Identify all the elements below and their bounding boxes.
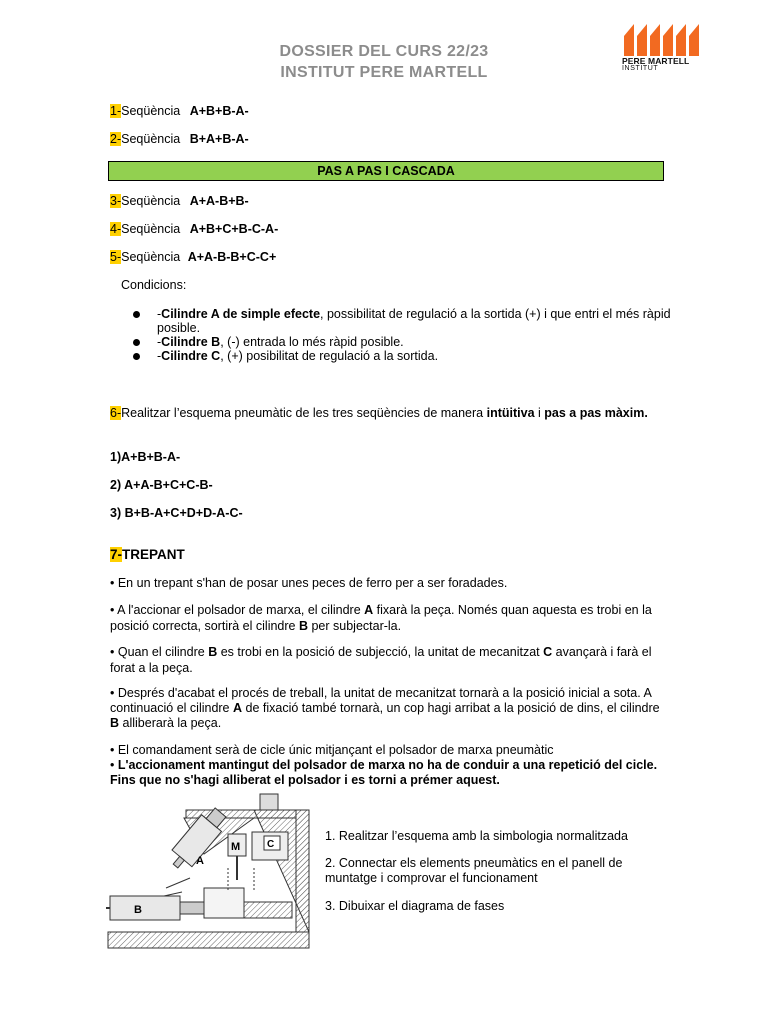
exercise-number: 7- <box>110 547 123 562</box>
exercise-sequence: A+A-B-B+C-C+ <box>187 250 277 264</box>
document-title-line2: INSTITUT PERE MARTELL <box>280 64 488 81</box>
condition-text: -Cilindre C, (+) posibilitat de regulació a la sortida. <box>157 349 439 363</box>
exercise-3 <box>110 194 249 208</box>
figure-label-m: M <box>231 841 241 853</box>
exercise-number: 1- <box>110 104 122 118</box>
bullet-icon <box>133 339 140 346</box>
document-title-line1: DOSSIER DEL CURS 22/23 <box>279 43 489 60</box>
section-band: PAS A PAS I CASCADA <box>108 161 664 181</box>
exercise-label: Seqüència <box>121 104 181 118</box>
drill-machine-figure <box>104 792 311 950</box>
trepant-paragraph: • Després d'acabat el procés de treball, la unitat de mecanitzat tornarà a la posició inicial a sota. A continuació el cilindre A de fixació també tornarà, un cop hagi arribat a la posició de dins, el cilindre B alliberarà la peça. <box>110 686 660 730</box>
exercise-5 <box>110 250 276 264</box>
exercise-sequence: A+B+C+B-C-A- <box>189 222 279 236</box>
exercise-label: Seqüència <box>121 194 181 208</box>
exercise-label: Seqüència <box>121 222 181 236</box>
exercise-sequence: A+B+B-A- <box>189 104 249 118</box>
bullet-icon <box>133 311 140 318</box>
exercise-sequence: A+A-B+B- <box>189 194 249 208</box>
condition-text: -Cilindre A de simple efecte, possibilitat de regulació a la sortida (+) i que entri el més ràpid posible. <box>157 307 671 335</box>
exercise-6: 6-Realitzar l’esquema pneumàtic de les tres seqüències de manera intüitiva i pas a pas màxim. <box>110 406 648 420</box>
exercise-4 <box>110 222 278 236</box>
trepant-paragraph: • A l'accionar el polsador de marxa, el cilindre A fixarà la peça. Només quan aquesta es trobi en la posició correcta, sortirà el cilindre B per subjectar-la. <box>110 603 652 633</box>
trepant-paragraph: • Quan el cilindre B es trobi en la posició de subjecció, la unitat de mecanitzat C avançarà i farà el forat a la peça. <box>110 645 652 675</box>
figure-label-c: C <box>267 839 275 850</box>
sequence-item: 2) A+A-B+C+C-B- <box>110 478 213 492</box>
figure-label-a: A <box>196 855 204 867</box>
task-item: 3. Dibuixar el diagrama de fases <box>325 899 505 913</box>
exercise-sequence: B+A+B-A- <box>189 132 249 146</box>
exercise-number: 3- <box>110 194 122 208</box>
logo-name: PERE MARTELL <box>622 56 690 66</box>
sequence-item: 3) B+B-A+C+D+D-A-C- <box>110 506 243 520</box>
exercise-number: 5- <box>110 250 122 264</box>
condition-text: -Cilindre B, (-) entrada lo més ràpid posible. <box>157 335 404 349</box>
exercise-title: TREPANT <box>122 547 185 562</box>
trepant-paragraph: • En un trepant s'han de posar unes peces de ferro per a ser foradades. <box>110 576 508 590</box>
exercise-number: 4- <box>110 222 122 236</box>
exercise-7 <box>110 547 185 562</box>
exercise-number: 6- <box>110 406 122 420</box>
exercise-1 <box>110 104 249 118</box>
task-item: 1. Realitzar l’esquema amb la simbologia normalitzada <box>325 829 628 843</box>
exercise-label: Seqüència <box>121 132 181 146</box>
exercise-2 <box>110 132 249 146</box>
logo-subtitle: INSTITUT <box>622 65 659 72</box>
task-item: 2. Connectar els elements pneumàtics en el panell de muntatge i comprovar el funcionament <box>325 856 623 885</box>
trepant-paragraph: • El comandament serà de cicle únic mitjançant el polsador de marxa pneumàtic • L'accionament mantingut del polsador de marxa no ha de conduir a una repetició del cicle. Fins que no s'hagi alliberat el polsador i es torni a prémer aquest. <box>110 743 658 787</box>
exercise-number: 2- <box>110 132 122 146</box>
conditions-label: Condicions: <box>121 278 187 292</box>
figure-label-b: B <box>134 904 142 916</box>
exercise-label: Seqüència <box>121 250 181 264</box>
bullet-icon <box>133 353 140 360</box>
sequence-item: 1)A+B+B-A- <box>110 450 181 464</box>
